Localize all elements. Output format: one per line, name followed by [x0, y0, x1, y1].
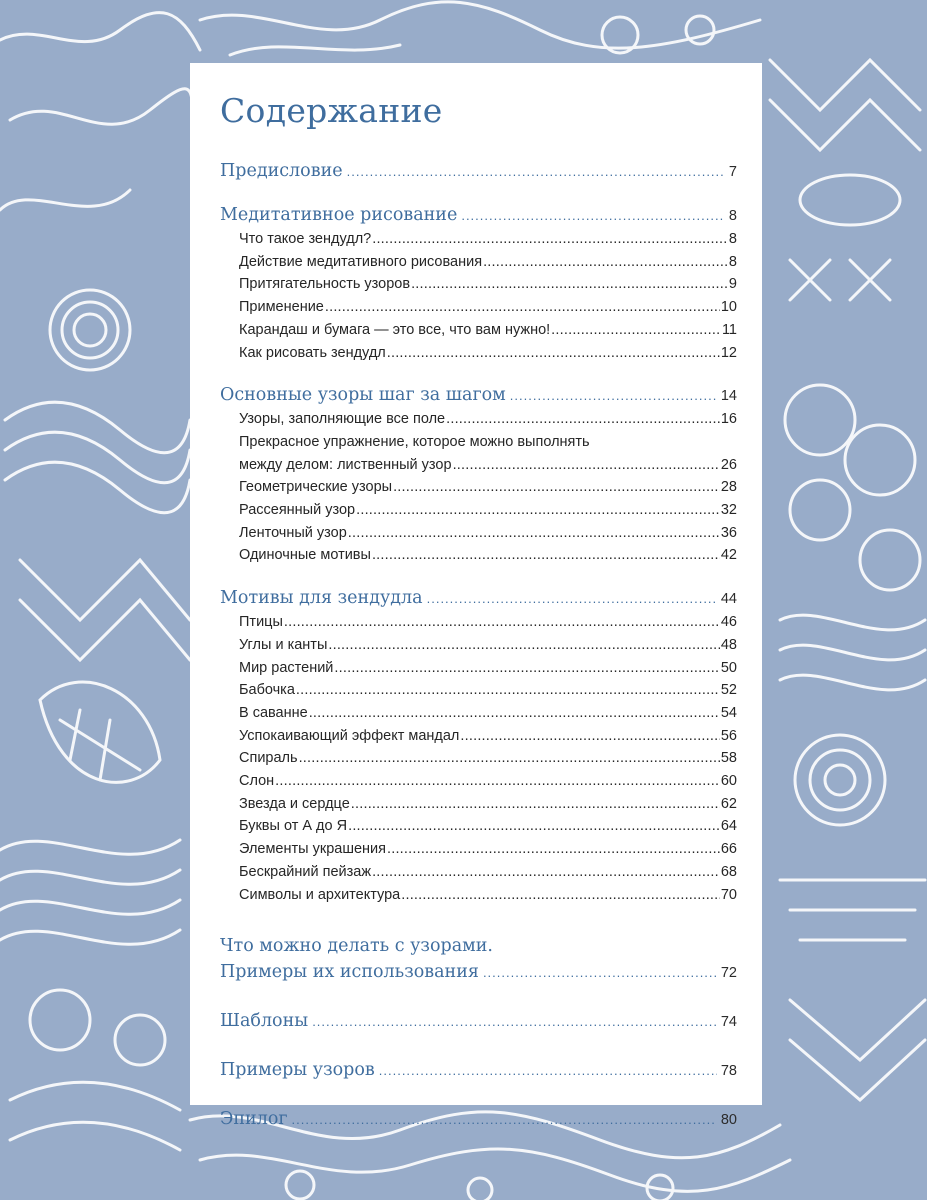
toc-leader: [328, 634, 719, 657]
toc-item-title: Узоры, заполняющие все поле: [239, 411, 446, 428]
toc-page: 56: [720, 727, 737, 744]
toc-item-title: Звезда и сердце: [239, 795, 350, 812]
toc-item-title-line1: Прекрасное упражнение, которое можно выполнять: [239, 433, 590, 450]
toc-page: 60: [720, 773, 737, 790]
toc-page: 36: [720, 524, 737, 541]
toc-heading[interactable]: [220, 383, 737, 408]
toc-page: 7: [728, 164, 737, 180]
toc-page: 11: [721, 321, 737, 338]
toc-leader: [356, 499, 720, 522]
toc-item-title: Рассеянный узор: [239, 502, 356, 519]
toc-leader: [379, 1059, 717, 1083]
toc-page: 78: [720, 1063, 737, 1080]
toc-leader: [401, 884, 720, 907]
toc-page: 42: [720, 547, 737, 564]
toc-leader: [393, 476, 720, 499]
toc-item-title: Что такое зендудл?: [239, 231, 372, 247]
toc-item[interactable]: [239, 319, 737, 342]
toc-item[interactable]: [239, 273, 737, 296]
toc-item-title: Ленточный узор: [239, 524, 347, 541]
toc-item-title: Символы и архитектура: [239, 886, 401, 903]
toc-leader: [312, 1010, 717, 1034]
toc-section: [220, 932, 737, 985]
toc-item[interactable]: [239, 296, 737, 319]
toc-item-title: Слон: [239, 773, 275, 790]
toc-item-title: Бескрайний пейзаж: [239, 863, 372, 880]
toc-page: 74: [720, 1014, 737, 1031]
toc-page: 8: [728, 208, 737, 224]
toc-page: 68: [720, 863, 737, 880]
toc-item[interactable]: [239, 522, 737, 545]
toc-leader: [387, 838, 720, 861]
toc-item[interactable]: [239, 747, 737, 770]
toc-heading-title: Медитативное рисование: [220, 205, 458, 225]
toc-leader: [284, 611, 720, 634]
table-of-contents: [220, 159, 737, 1132]
toc-page: 64: [720, 818, 737, 835]
toc-item[interactable]: [239, 228, 737, 251]
toc-item[interactable]: [239, 657, 737, 680]
toc-leader: [446, 408, 720, 431]
toc-heading-title-line1: Что можно делать с узорами.: [220, 936, 493, 957]
toc-item[interactable]: [239, 634, 737, 657]
toc-item[interactable]: [239, 884, 737, 907]
toc-item[interactable]: [239, 408, 737, 431]
toc-item[interactable]: [239, 861, 737, 884]
toc-item[interactable]: [239, 251, 737, 274]
toc-leader: [334, 657, 719, 680]
toc-heading[interactable]: [220, 1107, 737, 1132]
toc-item-title: Углы и канты: [239, 636, 328, 653]
toc-item-title: Действие медитативного рисования: [239, 253, 483, 270]
toc-leader: [372, 861, 720, 884]
toc-page: 8: [728, 253, 737, 270]
toc-page: 48: [720, 636, 737, 653]
toc-leader: [275, 770, 720, 793]
toc-page: 72: [720, 965, 737, 982]
toc-subitems: [220, 611, 737, 906]
toc-heading[interactable]: [220, 203, 737, 228]
toc-leader: [296, 679, 720, 702]
toc-leader: [348, 815, 720, 838]
toc-item-title: Бабочка: [239, 682, 295, 699]
toc-item[interactable]: [239, 679, 737, 702]
toc-item[interactable]: [239, 838, 737, 861]
toc-page: 54: [720, 704, 737, 721]
toc-leader: [387, 342, 720, 365]
toc-item-title-line2: между делом: лиственный узор: [239, 456, 452, 473]
toc-page: 9: [728, 276, 737, 293]
toc-item[interactable]: [239, 544, 737, 567]
toc-leader: [372, 544, 720, 567]
toc-subitems: [220, 228, 737, 364]
toc-page: 80: [720, 1112, 737, 1129]
toc-item-wrapped[interactable]: [239, 431, 737, 476]
toc-heading-title: Примеры узоров: [220, 1060, 375, 1081]
toc-leader: [460, 725, 719, 748]
toc-section: [220, 159, 737, 184]
toc-page: 52: [720, 682, 737, 699]
toc-heading[interactable]: [220, 586, 737, 611]
toc-leader: [372, 228, 728, 251]
toc-heading-title: Предисловие: [220, 161, 343, 181]
toc-heading[interactable]: [220, 159, 737, 184]
page-title: Содержание: [220, 91, 443, 130]
toc-heading-title: Мотивы для зендудла: [220, 588, 423, 609]
toc-item[interactable]: [239, 476, 737, 499]
toc-item-title: Как рисовать зендудл: [239, 344, 386, 361]
toc-item-title: В саванне: [239, 704, 308, 721]
toc-item-title: Мир растений: [239, 659, 334, 676]
toc-heading-title: Основные узоры шаг за шагом: [220, 385, 506, 406]
toc-page: 28: [720, 479, 737, 496]
toc-item-title: Применение: [239, 299, 324, 316]
toc-item-title: Успокаивающий эффект мандал: [239, 727, 460, 744]
toc-heading-title: Примеры их использования: [220, 962, 479, 983]
toc-leader: [427, 587, 717, 611]
toc-leader: [351, 793, 720, 816]
toc-heading-title: Шаблоны: [220, 1011, 309, 1032]
toc-item[interactable]: [239, 342, 737, 365]
toc-leader: [292, 1108, 717, 1132]
toc-heading-title: Эпилог: [220, 1109, 288, 1130]
toc-section: [220, 203, 737, 364]
toc-leader: [347, 160, 725, 184]
toc-heading[interactable]: [220, 1058, 737, 1083]
toc-leader: [551, 319, 721, 342]
toc-section: [220, 383, 737, 567]
toc-section: [220, 1009, 737, 1034]
toc-leader: [348, 522, 720, 545]
toc-page: 10: [720, 299, 737, 316]
toc-item[interactable]: [239, 770, 737, 793]
toc-page: 44: [720, 591, 737, 608]
toc-page: 26: [720, 456, 737, 473]
toc-page: 50: [720, 659, 737, 676]
toc-page: 70: [720, 886, 737, 903]
toc-item[interactable]: [239, 611, 737, 634]
toc-subitems: [220, 408, 737, 567]
toc-leader: [461, 204, 725, 228]
toc-item-title: Элементы украшения: [239, 841, 386, 858]
toc-leader: [453, 454, 720, 477]
toc-item[interactable]: [239, 702, 737, 725]
toc-page: 32: [720, 502, 737, 519]
toc-page: 66: [720, 841, 737, 858]
toc-page: 8: [728, 231, 737, 247]
toc-item-title: Геометрические узоры: [239, 479, 393, 496]
toc-leader: [483, 251, 728, 274]
toc-item-title: Спираль: [239, 750, 298, 767]
toc-leader: [483, 961, 717, 985]
toc-page: 16: [720, 411, 737, 428]
toc-item-title: Притягательность узоров: [239, 276, 411, 293]
toc-leader: [309, 702, 720, 725]
toc-page: 14: [720, 388, 737, 405]
toc-leader: [325, 296, 720, 319]
toc-page: 58: [720, 750, 737, 767]
toc-page: 12: [720, 344, 737, 361]
toc-heading[interactable]: [220, 1009, 737, 1034]
toc-section: [220, 1107, 737, 1132]
toc-leader: [411, 273, 728, 296]
toc-leader: [510, 384, 717, 408]
toc-item[interactable]: [239, 815, 737, 838]
toc-item-title: Птицы: [239, 614, 283, 631]
toc-item[interactable]: [239, 793, 737, 816]
toc-heading[interactable]: [220, 960, 737, 985]
toc-page: 62: [720, 795, 737, 812]
toc-section: [220, 1058, 737, 1083]
toc-section: [220, 586, 737, 906]
toc-item[interactable]: [239, 499, 737, 522]
toc-item[interactable]: [239, 725, 737, 748]
toc-leader: [299, 747, 720, 770]
toc-page: 46: [720, 614, 737, 631]
toc-item-title: Буквы от А до Я: [239, 818, 348, 835]
toc-item-title: Одиночные мотивы: [239, 547, 371, 564]
toc-item-title: Карандаш и бумага — это все, что вам нужно!: [239, 321, 551, 338]
contents-panel: [190, 63, 762, 1130]
